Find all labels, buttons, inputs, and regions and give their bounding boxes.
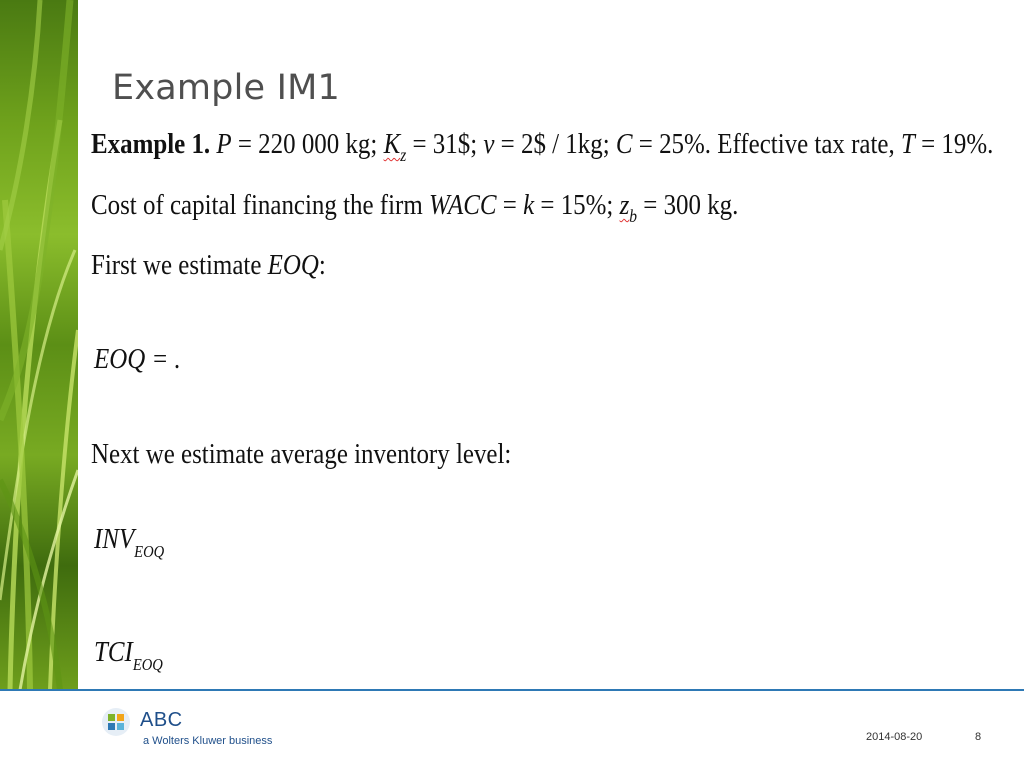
zb-variable: $z_b$ (619, 189, 638, 226)
equals-sign: = (496, 189, 524, 221)
company-logo-icon (100, 706, 132, 743)
k-subscript: z (400, 145, 407, 165)
cost-text: Cost of capital financing the firm (91, 189, 429, 221)
zb-subscript: b (629, 206, 638, 226)
eoq-variable: EOQ (267, 249, 319, 281)
t-variable: T (900, 128, 915, 160)
grass-side-image (0, 0, 78, 690)
inv-subscript: EOQ (134, 542, 165, 561)
eoq-equation: EOQ = . (94, 343, 181, 375)
footer-divider (0, 689, 1024, 691)
v-value: = 2$ / 1kg; (494, 128, 616, 160)
k-variable: $K_z$ (383, 128, 407, 165)
c-value: = 25%. Effective tax rate, (632, 128, 901, 160)
slide-title: Example IM1 (112, 68, 340, 108)
page-number: 8 (975, 731, 982, 743)
p-variable: P (216, 128, 232, 160)
wacc-variable: WACC (428, 189, 497, 221)
slide-date: 2014-08-20 (866, 731, 923, 743)
example-givens-line (91, 128, 993, 166)
k-rate-variable: k (523, 189, 535, 221)
colon: : (318, 249, 326, 281)
logo-tagline: a Wolters Kluwer business (143, 735, 273, 747)
logo-name: ABC (140, 709, 183, 731)
inventory-level-line: Next we estimate average inventory level: (91, 438, 512, 470)
t-value: = 19%. (914, 128, 994, 160)
estimate-eoq-line (91, 249, 326, 282)
tci-subscript: EOQ (132, 655, 163, 674)
p-value: = 220 000 kg; (231, 128, 384, 160)
estimate-text: First we estimate (91, 249, 268, 281)
cost-of-capital-line (91, 189, 738, 227)
example-label: Example 1. (91, 128, 211, 160)
tci-eoq-label: $TCI_{EOQ}$ (94, 636, 163, 674)
c-variable: C (615, 128, 633, 160)
k-value: = 31$; (406, 128, 484, 160)
v-variable: v (483, 128, 495, 160)
zb-value: = 300 kg. (637, 189, 739, 221)
rate-value: = 15%; (534, 189, 620, 221)
inv-eoq-label: $INV_{EOQ}$ (94, 523, 165, 561)
